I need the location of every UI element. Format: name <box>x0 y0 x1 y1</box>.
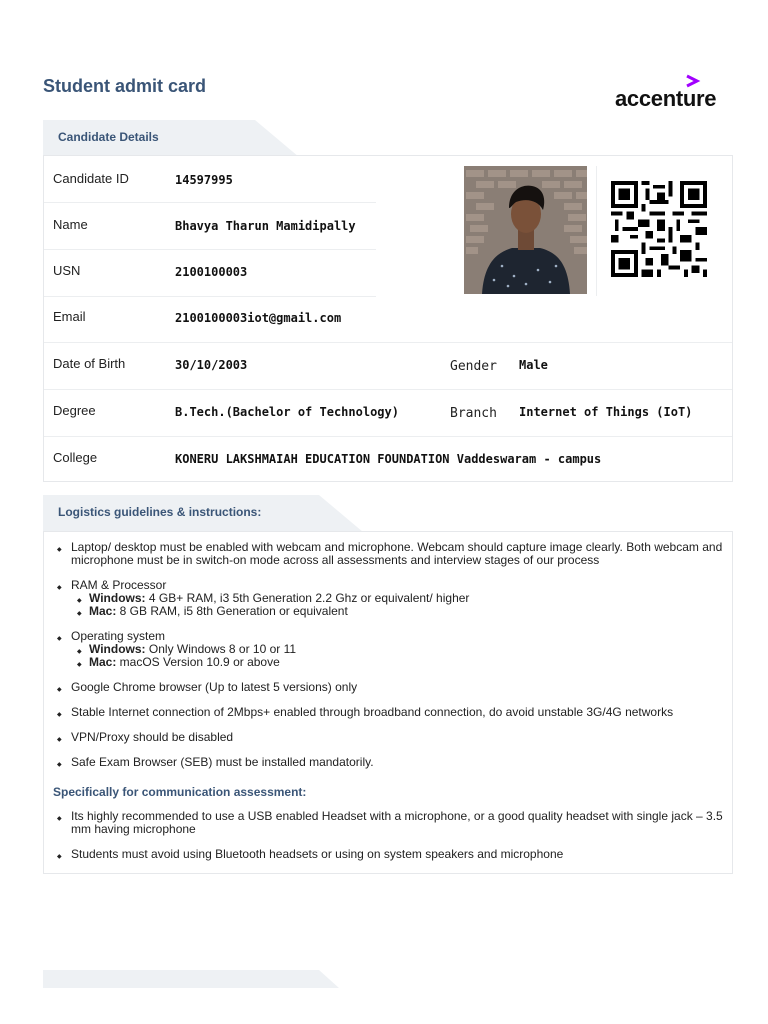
sub-item-os-windows: ◆ Windows: Only Windows 8 or 10 or 11 <box>71 643 727 656</box>
list-item: ◆ Its highly recommended to use a USB enabled Headset with a microphone, or a good quality headset with single jack – 3.5 mm having microphone <box>57 810 727 836</box>
row-college <box>44 437 732 483</box>
footer-tab <box>43 970 343 988</box>
list-item: ◆ Students must avoid using Bluetooth headsets or using on system speakers and microphone <box>57 848 727 861</box>
logo-text: accenture <box>615 86 717 111</box>
candidate-details-title: Candidate Details <box>58 130 159 144</box>
degree-value: B.Tech.(Bachelor of Technology) <box>175 405 399 419</box>
candidate-details-panel <box>43 155 733 482</box>
dob-value: 30/10/2003 <box>175 358 248 372</box>
row-usn <box>44 250 376 297</box>
row-dob-gender <box>44 343 732 390</box>
candidate-details-tab <box>43 120 303 156</box>
accenture-logo <box>615 74 735 114</box>
logistics-panel <box>43 531 733 874</box>
list-item: ◆ VPN/Proxy should be disabled <box>57 731 727 744</box>
list-item: ◆ Stable Internet connection of 2Mbps+ enabled through broadband connection, do avoid unstable 3G/4G networks <box>57 706 727 719</box>
row-email <box>44 296 732 343</box>
dob-label: Date of Birth <box>53 356 126 371</box>
degree-label: Degree <box>53 403 96 418</box>
usn-label: USN <box>53 263 81 278</box>
row-degree-branch <box>44 390 732 437</box>
gender-label: Gender <box>450 359 497 374</box>
usn-value: 2100100003 <box>175 265 248 279</box>
branch-value: Internet of Things (IoT) <box>519 405 693 419</box>
row-candidate-id <box>44 156 376 203</box>
page-title: Student admit card <box>43 76 207 96</box>
photo-qr-divider <box>596 166 597 296</box>
os-title: Operating system <box>71 629 166 643</box>
qr-code <box>611 181 707 277</box>
sub-item-ram-windows: ◆ Windows: 4 GB+ RAM, i3 5th Generation 2.2 Ghz or equivalent/ higher <box>71 592 727 605</box>
logistics-tab <box>43 495 373 531</box>
logistics-title: Logistics guidelines & instructions: <box>58 505 262 519</box>
name-value: Bhavya Tharun Mamidipally <box>175 219 356 233</box>
candidate-id-value: 14597995 <box>175 173 233 187</box>
sub-item-os-mac: ◆ Mac: macOS Version 10.9 or above <box>71 656 727 669</box>
candidate-photo <box>464 166 587 294</box>
communication-list <box>57 810 727 873</box>
row-name <box>44 203 376 250</box>
ram-title: RAM & Processor <box>71 578 167 592</box>
sub-item-ram-mac: ◆ Mac: 8 GB RAM, i5 8th Generation or equivalent <box>71 605 727 618</box>
email-label: Email <box>53 309 86 324</box>
branch-label: Branch <box>450 406 497 421</box>
college-value: KONERU LAKSHMAIAH EDUCATION FOUNDATION Vaddeswaram - campus <box>175 452 602 466</box>
list-item: ◆ Google Chrome browser (Up to latest 5 versions) only <box>57 681 727 694</box>
email-value: 2100100003iot@gmail.com <box>175 311 342 325</box>
candidate-id-label: Candidate ID <box>53 171 129 186</box>
gender-value: Male <box>519 358 548 372</box>
college-label: College <box>53 450 98 465</box>
list-item: ◆ Safe Exam Browser (SEB) must be installed mandatorily. <box>57 756 727 769</box>
list-item-os <box>57 630 727 669</box>
logistics-list <box>57 541 727 781</box>
list-item: ◆ Laptop/ desktop must be enabled with webcam and microphone. Webcam should capture image clearly. Both webcam and microphone must be in switch-on mode across all assessments and interview stages of our process <box>57 541 727 567</box>
list-item-ram <box>57 579 727 618</box>
name-label: Name <box>53 217 88 232</box>
communication-heading: Specifically for communication assessment: <box>53 785 307 799</box>
